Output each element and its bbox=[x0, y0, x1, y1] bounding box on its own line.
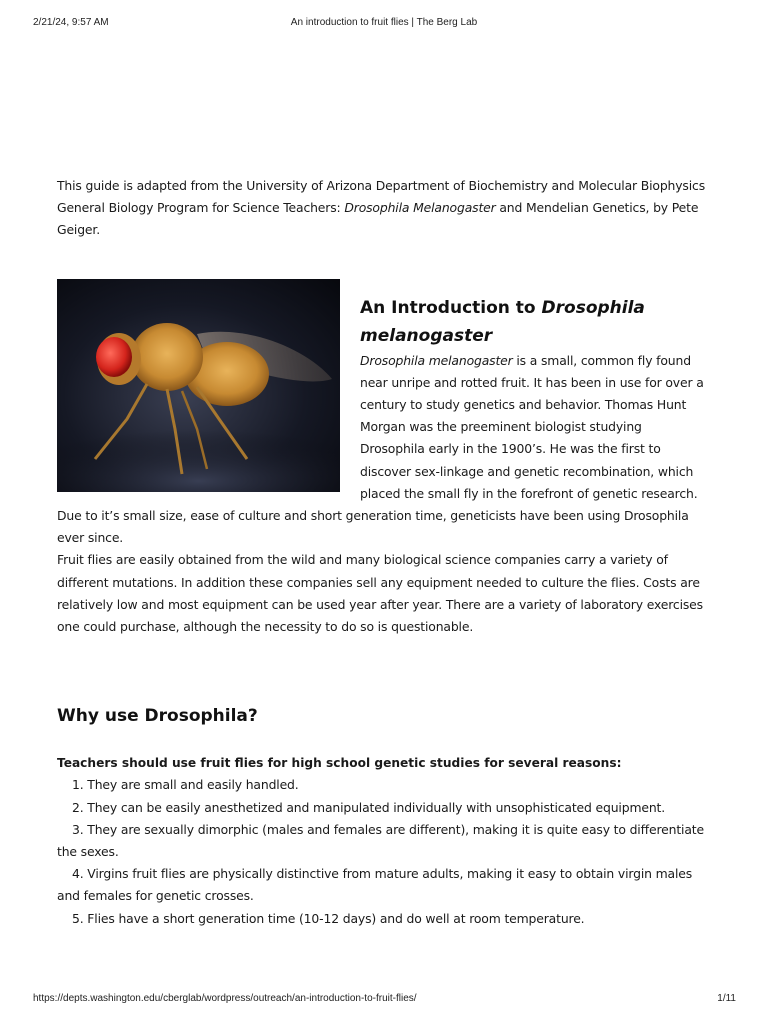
heading-text: An Introduction to bbox=[360, 297, 542, 318]
intro-paragraph bbox=[57, 175, 705, 242]
print-datetime: 2/21/24, 9:57 AM bbox=[33, 17, 109, 28]
fruit-fly-photo bbox=[57, 279, 340, 492]
list-item: 3. They are sexually dimorphic (males and females are different), making it is quite easy to differentiate the sexes. bbox=[57, 821, 704, 860]
list-item: 4. Virgins fruit flies are physically distinctive from mature adults, making it easy to obtain virgin males and females for genetic crosses. bbox=[57, 866, 693, 904]
intro-section bbox=[57, 279, 705, 639]
article-content bbox=[57, 175, 705, 930]
introduction-paragraph-2: Fruit flies are easily obtained from the wild and many biological science companies carry a variety of different mutations. In addition these companies sell any equipment needed to culture the flies. Costs are relatively low and most equipment can be used year after year. There are a variety of laboratory exercises one could purchase, although the necessity to do so is questionable. bbox=[57, 552, 703, 635]
list-item: 1. They are small and easily handled. bbox=[72, 777, 299, 793]
list-item: 5. Flies have a short generation time (10-12 days) and do well at room temperature. bbox=[72, 910, 585, 926]
print-page-title: An introduction to fruit flies | The Berg Lab bbox=[290, 17, 478, 28]
reasons-lead: Teachers should use fruit flies for high school genetic studies for several reasons: bbox=[57, 756, 622, 771]
intro-text: This guide is adapted from the University of Arizona Department of Biochemistry and Molecular Biophysics General Biology Program for Science Teachers: bbox=[57, 178, 706, 216]
heading-italic: Drosophila melanogaster bbox=[360, 297, 645, 346]
print-page-number: 1/11 bbox=[717, 993, 736, 1004]
fruit-fly-illustration bbox=[57, 279, 340, 492]
intro-text-end: and Mendelian Genetics, by Pete Geiger. bbox=[57, 200, 699, 238]
print-footer bbox=[0, 993, 768, 1009]
section-heading-why: Why use Drosophila? bbox=[57, 706, 258, 727]
print-url: https://depts.washington.edu/cberglab/wordpress/outreach/an-introduction-to-fruit-flies/ bbox=[33, 993, 417, 1004]
paragraph-text: is a small, common fly found near unripe and rotted fruit. It has been in use for over a century to study genetics and behavior. Thomas Hunt Morgan was the preeminent biologist studying Drosophila early in the 1900’s. He was the first to discover sex-linkage and genetic recombination, which placed the small fly in the forefront of genetic research. Due to it’s small size, ease of culture and short generation time, geneticists have been using Drosophila ever since. bbox=[57, 352, 704, 546]
species-name: Drosophila melanogaster bbox=[360, 352, 513, 368]
intro-italic-title: Drosophila Melanogaster bbox=[344, 200, 496, 216]
print-header bbox=[0, 17, 768, 33]
list-item: 2. They can be easily anesthetized and manipulated individually with unsophisticated equipment. bbox=[72, 799, 666, 815]
reasons-list bbox=[57, 774, 705, 929]
